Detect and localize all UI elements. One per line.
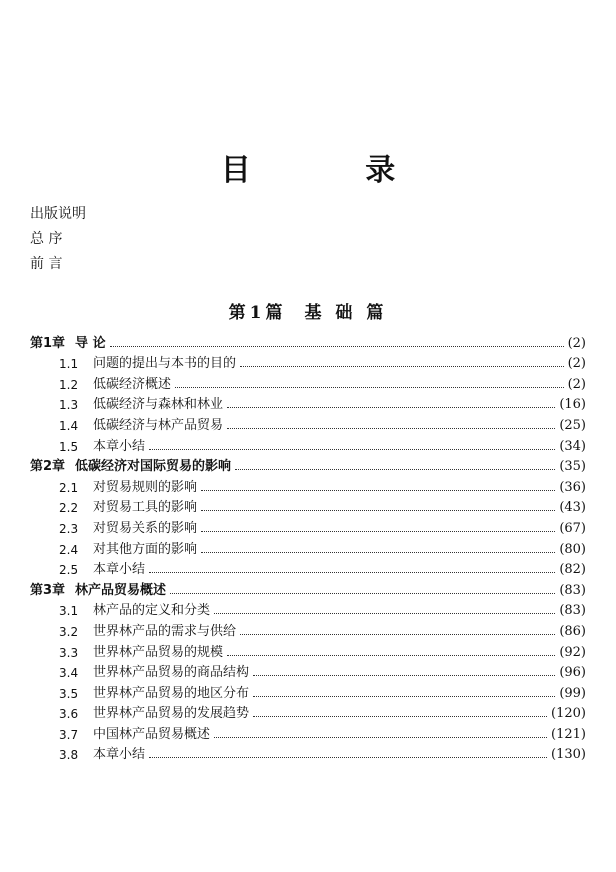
toc-entry-number: 第3章 xyxy=(30,582,66,598)
toc-entry-page: (2) xyxy=(567,356,586,372)
toc-entry-number: 2.4 xyxy=(59,542,79,557)
toc-entry-page: (96) xyxy=(559,665,586,681)
toc-entry-number: 1.2 xyxy=(59,377,79,392)
toc-entry-number: 1.1 xyxy=(59,357,79,372)
toc-entry-page: (121) xyxy=(551,726,586,742)
toc-section-row xyxy=(30,701,586,722)
dot-leader xyxy=(214,613,555,614)
toc-entry-page: (34) xyxy=(559,438,586,454)
front-matter-item: 出版说明 xyxy=(30,206,86,222)
toc-section-row xyxy=(30,721,586,742)
toc-entry-title: 林产品贸易概述 xyxy=(75,582,167,598)
toc-entry-title: 世界林产品贸易的发展趋势 xyxy=(93,706,250,722)
toc-entry-page: (83) xyxy=(559,582,586,598)
toc-entry-title: 世界林产品贸易的地区分布 xyxy=(93,685,250,701)
toc-entry-page: (130) xyxy=(551,747,586,763)
front-matter-item: 总 序 xyxy=(30,231,63,247)
toc-entry-page: (86) xyxy=(559,623,586,639)
toc-entry-number: 第2章 xyxy=(30,459,66,475)
toc-section-row xyxy=(30,536,586,557)
toc-chapter-row xyxy=(30,454,586,475)
toc-entry-page: (2) xyxy=(567,376,586,392)
toc-entry-number: 3.4 xyxy=(59,666,79,681)
toc-entry-title: 导 论 xyxy=(75,335,106,351)
toc-entry-title: 低碳经济概述 xyxy=(93,376,172,392)
toc-entry-title: 本章小结 xyxy=(93,438,146,454)
toc-section-row xyxy=(30,742,586,763)
part-heading xyxy=(0,298,616,323)
dot-leader xyxy=(240,634,555,635)
dot-leader xyxy=(201,552,555,553)
toc-entry-title: 低碳经济对国际贸易的影响 xyxy=(75,459,232,475)
toc-entry-title: 低碳经济与林产品贸易 xyxy=(93,417,224,433)
dot-leader xyxy=(227,655,555,656)
toc-section-row xyxy=(30,412,586,433)
toc-entry-page: (25) xyxy=(559,417,586,433)
toc-section-row xyxy=(30,557,586,578)
dot-leader xyxy=(240,366,564,367)
toc-entry-page: (43) xyxy=(559,500,586,516)
toc-entry-page: (83) xyxy=(559,603,586,619)
dot-leader xyxy=(175,387,564,388)
toc-entry-title: 中国林产品贸易概述 xyxy=(93,726,211,742)
dot-leader xyxy=(253,696,555,697)
dot-leader xyxy=(253,716,547,717)
dot-leader xyxy=(253,675,555,676)
toc-entry-page: (92) xyxy=(559,644,586,660)
toc-section-row xyxy=(30,495,586,516)
toc-section-row xyxy=(30,660,586,681)
dot-leader xyxy=(110,346,564,347)
toc-entry-number: 3.3 xyxy=(59,645,79,660)
front-matter-item: 前 言 xyxy=(30,256,63,272)
toc-entry-title: 林产品的定义和分类 xyxy=(93,603,211,619)
toc-entry-number: 3.2 xyxy=(59,624,79,639)
toc-entry-page: (99) xyxy=(559,685,586,701)
toc-entry-title: 本章小结 xyxy=(93,562,146,578)
toc-section-row xyxy=(30,351,586,372)
toc-section-row xyxy=(30,618,586,639)
front-matter-list xyxy=(30,202,86,277)
toc-entry-page: (35) xyxy=(559,459,586,475)
toc-section-row xyxy=(30,392,586,413)
dot-leader xyxy=(149,449,555,450)
toc-entry-number: 3.7 xyxy=(59,727,79,742)
dot-leader xyxy=(214,737,547,738)
toc-entry-title: 本章小结 xyxy=(93,747,146,763)
toc-section-row xyxy=(30,371,586,392)
dot-leader xyxy=(149,757,547,758)
part-label: 第1篇 xyxy=(228,303,287,323)
dot-leader xyxy=(201,490,555,491)
toc-entry-title: 对其他方面的影响 xyxy=(93,541,198,557)
toc-entry-number: 3.5 xyxy=(59,686,79,701)
toc-entry-number: 1.4 xyxy=(59,418,79,433)
toc-entry-page: (2) xyxy=(567,335,586,351)
toc-chapter-row xyxy=(30,330,586,351)
toc-entry-number: 2.5 xyxy=(59,563,79,578)
toc-entry-title: 对贸易规则的影响 xyxy=(93,479,198,495)
toc-entry-number: 3.8 xyxy=(59,748,79,763)
toc-list xyxy=(30,330,586,762)
toc-chapter-row xyxy=(30,577,586,598)
toc-section-row xyxy=(30,680,586,701)
toc-entry-title: 世界林产品贸易的规模 xyxy=(93,644,224,660)
toc-entry-number: 2.1 xyxy=(59,480,79,495)
part-name: 基 础 篇 xyxy=(304,303,388,323)
toc-entry-page: (16) xyxy=(559,397,586,413)
toc-section-row xyxy=(30,474,586,495)
toc-entry-page: (67) xyxy=(559,520,586,536)
toc-entry-page: (36) xyxy=(559,479,586,495)
toc-entry-number: 3.6 xyxy=(59,707,79,722)
toc-entry-page: (82) xyxy=(559,562,586,578)
toc-entry-title: 问题的提出与本书的目的 xyxy=(93,356,237,372)
toc-entry-title: 世界林产品的需求与供给 xyxy=(93,623,237,639)
toc-entry-title: 对贸易关系的影响 xyxy=(93,520,198,536)
toc-entry-number: 1.3 xyxy=(59,398,79,413)
page-title: 目 录 xyxy=(220,153,448,188)
dot-leader xyxy=(235,469,555,470)
toc-entry-title: 对贸易工具的影响 xyxy=(93,500,198,516)
dot-leader xyxy=(227,428,555,429)
toc-entry-number: 1.5 xyxy=(59,439,79,454)
toc-entry-number: 2.3 xyxy=(59,521,79,536)
toc-entry-title: 世界林产品贸易的商品结构 xyxy=(93,665,250,681)
toc-entry-number: 3.1 xyxy=(59,604,79,619)
toc-section-row xyxy=(30,515,586,536)
toc-entry-number: 2.2 xyxy=(59,501,79,516)
dot-leader xyxy=(201,531,555,532)
toc-entry-title: 低碳经济与森林和林业 xyxy=(93,397,224,413)
toc-section-row xyxy=(30,639,586,660)
toc-section-row xyxy=(30,598,586,619)
toc-section-row xyxy=(30,433,586,454)
dot-leader xyxy=(201,510,555,511)
toc-entry-number: 第1章 xyxy=(30,335,66,351)
toc-entry-page: (80) xyxy=(559,541,586,557)
dot-leader xyxy=(149,572,555,573)
dot-leader xyxy=(170,593,555,594)
toc-entry-page: (120) xyxy=(551,706,586,722)
dot-leader xyxy=(227,407,555,408)
